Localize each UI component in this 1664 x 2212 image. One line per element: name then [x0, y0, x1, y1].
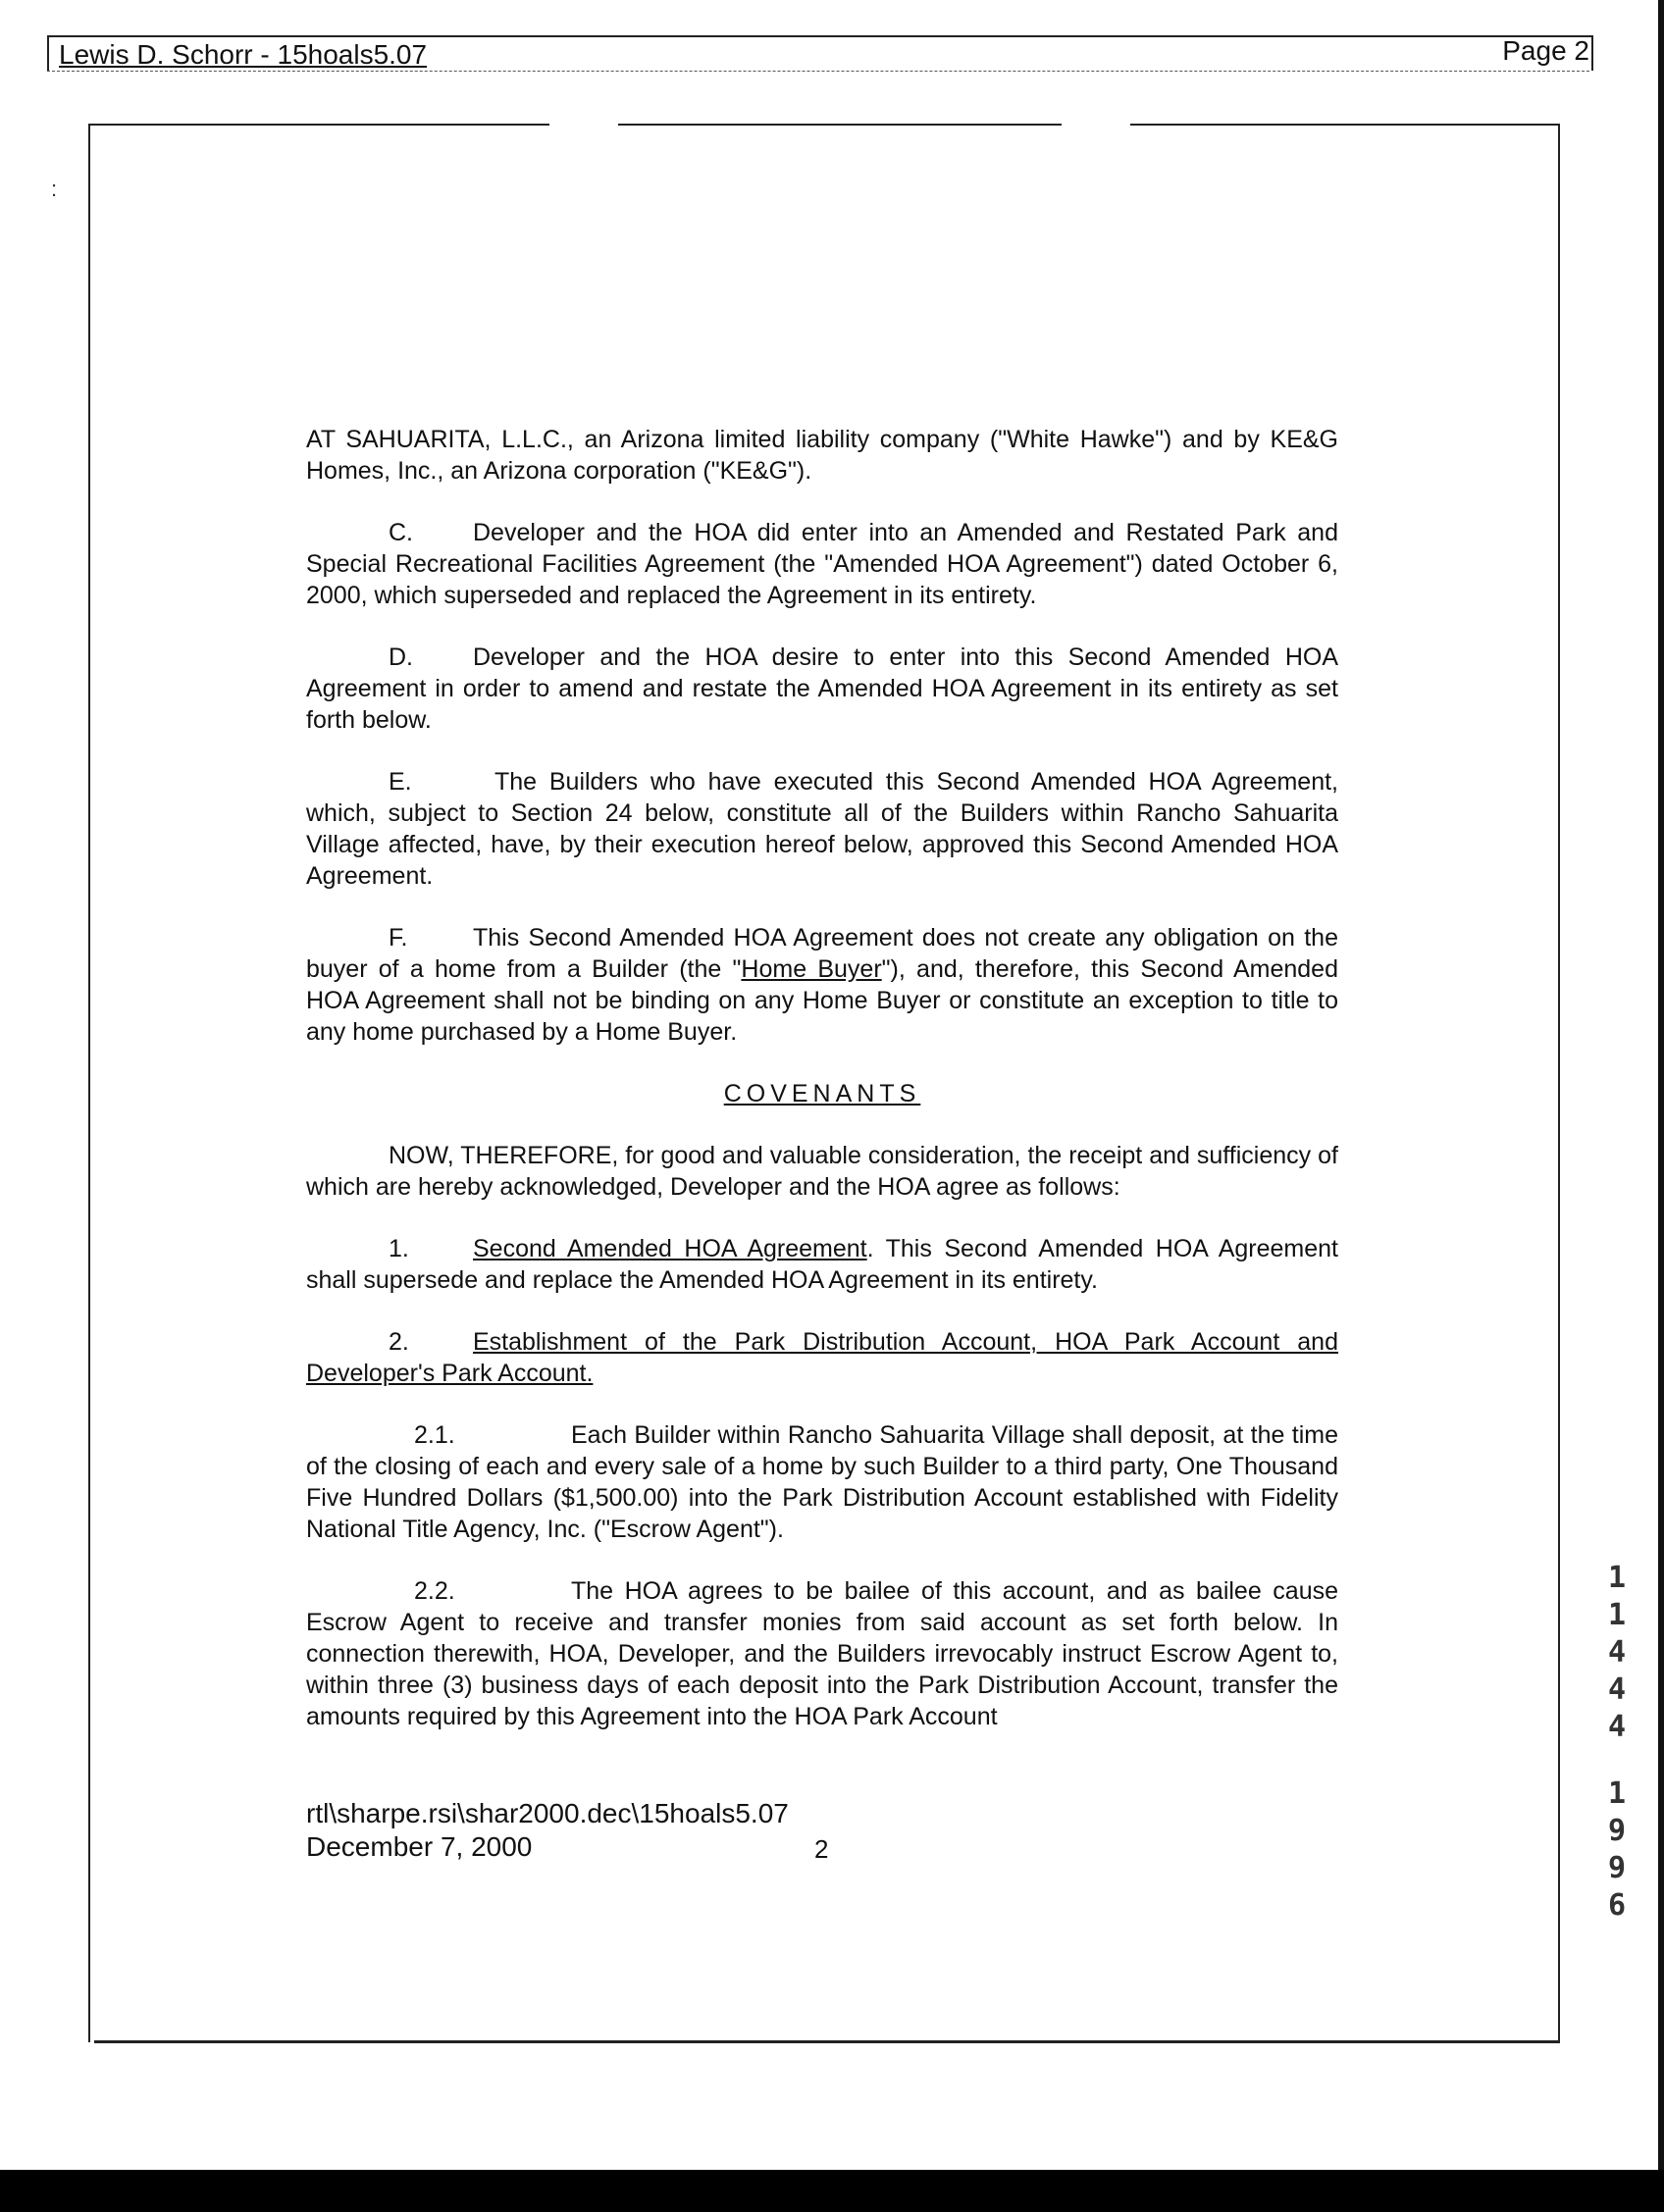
- recital-d: [306, 642, 1338, 736]
- frame-top-segment: [1130, 124, 1560, 126]
- frame-top-segment: [618, 124, 1062, 126]
- stamp-digit: 1: [1607, 1598, 1627, 1632]
- stamp-digit: 9: [1607, 1814, 1627, 1848]
- section-2-1-text: Each Builder within Rancho Sahuarita Village shall deposit, at the time of the closing of each and every sale of a home by such Builder to a third party, One Thousand Five Hundred Dollars ($1,500.00) into the Park Distribution Account established with Fidelity National Title Agency, Inc. ("Escrow Agent").: [306, 1421, 1338, 1543]
- section-2-1: [306, 1419, 1338, 1545]
- recital-f: [306, 922, 1338, 1048]
- frame-left-border: [88, 124, 90, 2042]
- section-2-2-label: 2.2.: [414, 1577, 455, 1605]
- recital-f-text-1: This Second Amended HOA Agreement does not create any obligation on the buyer of a home from a Builder (the ": [306, 924, 1338, 983]
- recital-d-text: Developer and the HOA desire to enter into this Second Amended HOA Agreement in order to amend and restate the Amended HOA Agreement in its entirety as set forth below.: [306, 643, 1338, 734]
- recital-f-label: F.: [389, 924, 408, 952]
- recital-e-label: E.: [389, 768, 412, 796]
- section-2-2-text: The HOA agrees to be bailee of this account, and as bailee cause Escrow Agent to receive and transfer monies from said account as set forth below. In connection therewith, HOA, Developer, and the Builders irrevocably instruct Escrow Agent to, within three (3) business days of each deposit into the Park Distribution Account, transfer the amounts required by this Agreement into the HOA Park Account: [306, 1577, 1338, 1730]
- stamp-digit: 1: [1607, 1561, 1627, 1595]
- recital-e-text: The Builders who have executed this Second Amended HOA Agreement, which, subject to Section 24 below, constitute all of the Builders within Rancho Sahuarita Village affected, have, by their execution hereof below, approved this Second Amended HOA Agreement.: [306, 768, 1338, 890]
- section-2: [306, 1326, 1338, 1389]
- frame-right-border: [1558, 124, 1560, 2042]
- section-1-label: 1.: [389, 1235, 409, 1262]
- section-2-title: Establishment of the Park Distribution Account, HOA Park Account and Developer's Park Account.: [306, 1328, 1338, 1387]
- section-1-text: . This Second Amended HOA Agreement shall supersede and replace the Amended HOA Agreement in its entirety.: [306, 1235, 1338, 1294]
- scan-bottom-bar: [0, 2170, 1664, 2212]
- header-divider: [47, 71, 1589, 72]
- document-body: [306, 424, 1338, 1763]
- recital-c: [306, 517, 1338, 611]
- recital-f-defined-term: Home Buyer: [741, 955, 882, 983]
- footer-date: December 7, 2000: [306, 1831, 533, 1862]
- covenants-heading: COVENANTS: [723, 1080, 921, 1107]
- header-page-label: Page 2: [1502, 35, 1589, 66]
- scan-edge: [1658, 0, 1664, 2170]
- recital-e: [306, 766, 1338, 892]
- stamp-digit: 9: [1607, 1851, 1627, 1885]
- footer-page-number: 2: [814, 1834, 829, 1864]
- scan-mark: :: [51, 177, 58, 201]
- recital-f-text-2: "), and, therefore, this Second Amended HOA Agreement shall not be binding on any Home Buyer or constitute an exception to title to any home purchased by a Home Buyer.: [306, 955, 1338, 1046]
- now-therefore-paragraph: NOW, THEREFORE, for good and valuable consideration, the receipt and sufficiency of which are hereby acknowledged, Developer and the HOA agree as follows:: [306, 1142, 1338, 1201]
- document-footer: [306, 1797, 789, 1864]
- frame-top-segment: [88, 124, 549, 126]
- stamp-digit: 1: [1607, 1776, 1627, 1811]
- stamp-digit: 4: [1607, 1710, 1627, 1744]
- header-title: Lewis D. Schorr - 15hoals5.07: [59, 39, 428, 70]
- section-2-1-label: 2.1.: [414, 1421, 455, 1449]
- frame-bottom-border: [94, 2040, 1560, 2043]
- section-2-label: 2.: [389, 1328, 409, 1356]
- section-1-title: Second Amended HOA Agreement: [473, 1235, 867, 1262]
- recital-c-text: Developer and the HOA did enter into an Amended and Restated Park and Special Recreational Facilities Agreement (the "Amended HOA Agreement") dated October 6, 2000, which superseded and replaced the Agreement in its entirety.: [306, 519, 1338, 609]
- intro-paragraph: AT SAHUARITA, L.L.C., an Arizona limited liability company ("White Hawke") and by KE&G Homes, Inc., an Arizona corporation ("KE&G").: [306, 426, 1338, 485]
- footer-file-path: rtl\sharpe.rsi\shar2000.dec\15hoals5.07: [306, 1798, 789, 1828]
- stamp-digit: 4: [1607, 1672, 1627, 1707]
- recital-c-label: C.: [389, 519, 413, 546]
- stamp-digit: 4: [1607, 1635, 1627, 1670]
- section-1: [306, 1233, 1338, 1296]
- recital-d-label: D.: [389, 643, 413, 671]
- margin-batch-stamp: [1603, 1560, 1631, 1925]
- stamp-digit: 6: [1607, 1888, 1627, 1923]
- section-2-2: [306, 1575, 1338, 1732]
